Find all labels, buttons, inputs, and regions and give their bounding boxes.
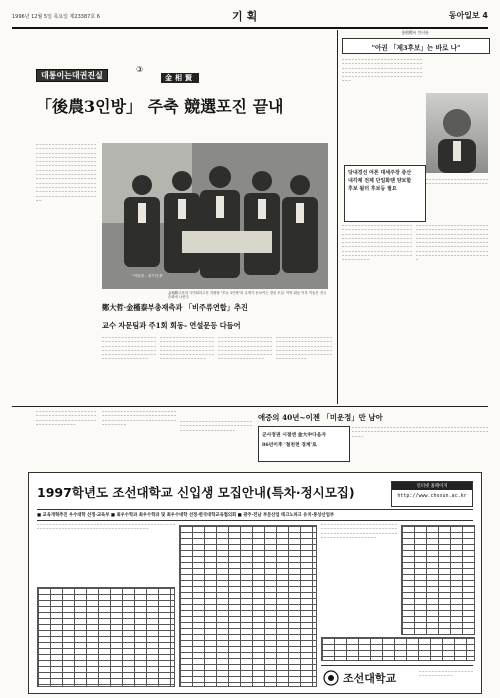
newspaper-name: 동아일보 4: [448, 11, 488, 20]
series-tag: 대통이는대권진실: [36, 63, 108, 82]
section-title: 기획: [232, 10, 262, 23]
lower-headline: 애증의 40년~이젠 「미운정」만 남아: [258, 413, 383, 422]
ad-table-bottom: [321, 637, 475, 661]
ad-url: http://www.chosun.ac.kr: [397, 493, 467, 499]
article-text-col-4: ─ ─ ─ ─ ─ ─ ─ ─ ─ ─ ─ ─ ─ ─ ─ ─ ─ ─ ─ ─ ─ ─ ─ ─ ─ ─ ─ ─ ─ ─ ─ ─ ─ ─ ─ ─ ─ ─ ─ ─ ─ ─ ─ ─ ─ ─ ─ ─ ─ ─ ─ ─ ─ ─ ─ ─ ─ ─ ─ ─ ─ ─ ─ ─ ─ ─ ─ ─ ─ ─ ─ ─ ─ ─ ─ ─ ─ ─ ─ ─ ─ ─ ─ ─ ─ ─ ─ ─ ─ ─ ─ ─ ─ ─ ─ ─ ─ ─ ─ ─: [218, 336, 272, 362]
side-text-2: ─ ─ ─ ─ ─ ─ ─ ─ ─ ─ ─ ─ ─ ─ ─ ─ ─ ─ ─ ─ ─ ─ ─ ─ ─ ─ ─ ─ ─ ─ ─ ─ ─ ─ ─ ─ ─ ─ ─ ─: [426, 178, 488, 187]
group-photo-figures: [102, 143, 328, 289]
article-text-col-3: ─ ─ ─ ─ ─ ─ ─ ─ ─ ─ ─ ─ ─ ─ ─ ─ ─ ─ ─ ─ ─ ─ ─ ─ ─ ─ ─ ─ ─ ─ ─ ─ ─ ─ ─ ─ ─ ─ ─ ─ ─ ─ ─ ─ ─ ─ ─ ─ ─ ─ ─ ─ ─ ─ ─ ─ ─ ─ ─ ─ ─ ─ ─ ─ ─ ─ ─ ─ ─ ─ ─ ─ ─ ─ ─ ─ ─ ─ ─ ─ ─ ─ ─ ─ ─ ─ ─ ─ ─ ─ ─ ─ ─ ─ ─ ─ ─ ─ ─ ─: [160, 336, 214, 362]
side-headline: "아권 「제3후보」는 바로 나": [371, 44, 461, 52]
side-box-line-3: 후보 될터 후보등 필요: [348, 186, 397, 192]
side-text-3: ─ ─ ─ ─ ─ ─ ─ ─ ─ ─ ─ ─ ─ ─ ─ ─ ─ ─ ─ ─ ─ ─ ─ ─ ─ ─ ─ ─ ─ ─ ─ ─ ─ ─ ─ ─ ─ ─ ─ ─ ─ ─ ─ ─ ─ ─ ─ ─ ─ ─ ─ ─ ─ ─ ─ ─ ─ ─ ─ ─ ─ ─ ─ ─ ─ ─ ─ ─ ─ ─ ─ ─ ─ ─ ─ ─ ─ ─ ─ ─ ─ ─ ─ ─ ─ ─ ─ ─ ─ ─ ─ ─ ─ ─ ─ ─ ─ ─ ─ ─ ─ ─ ─ ─ ─ ─ ─ ─ ─ ─ ─ ─ ─ ─ ─ ─ ─ ─ ─ ─ ─ ─ ─ ─ ─ ─ ─ ─ ─ ─ ─ ─ ─ ─ ─ ─ ─ ─ ─ ─ ─ ─ ─ ─ ─ ─ ─ ─ ─ ─ ─ ─ ─ ─ ─ ─ ─ ─ ─ ─ ─ ─ ─ ─ ─ ─ ─ ─ ─ ─ ─ ─ ─ ─ ─ ─ ─ ─ ─ ─ ─ ─ ─ ─ ─: [342, 224, 412, 263]
article-subhead-2: 교수 자문팀과 주1회 회동- 연설문등 다듬어: [102, 321, 241, 330]
university-emblem-icon: [323, 670, 339, 686]
ad-footer: [321, 665, 473, 688]
interviewee-portrait: [426, 93, 488, 173]
side-quote-box: [344, 165, 426, 222]
interviewee-photo: [426, 93, 488, 173]
side-headline-box: [342, 38, 490, 54]
lower-text-col-2: ─ ─ ─ ─ ─ ─ ─ ─ ─ ─ ─ ─ ─ ─ ─ ─ ─ ─ ─ ─ ─ ─ ─ ─ ─ ─ ─ ─ ─ ─ ─ ─ ─ ─ ─ ─ ─ ─ ─ ─ ─ ─ ─ ─ ─ ─ ─ ─ ─ ─ ─ ─ ─ ─ ─ ─ ─ ─ ─ ─ ─ ─ ─ ─ ─ ─ ─ ─ ─ ─ ─ ─ ─ ─ ─ ─ ─ ─ ─ ─: [102, 410, 176, 427]
lower-box-line-2: 86년이후 '철천천 경계'로: [262, 442, 317, 448]
lower-text-col-3: ─ ─ ─ ─ ─ ─ ─ ─ ─ ─ ─ ─ ─ ─ ─ ─ ─ ─ ─ ─ ─ ─ ─ ─ ─ ─ ─ ─ ─ ─ ─ ─ ─ ─ ─ ─ ─ ─ ─ ─ ─ ─ ─ ─ ─ ─ ─ ─ ─ ─ ─ ─ ─ ─ ─ ─ ─ ─ ─ ─ ─ ─ ─ ─: [180, 420, 252, 433]
ad-table-left: [37, 587, 175, 687]
ad-contact-text: ─ ─ ─ ─ ─ ─ ─ ─ ─ ─ ─ ─ ─ ─ ─ ─ ─ ─ ─ ─ ─ ─ ─ ─ ─ ─ ─ ─: [419, 670, 473, 679]
side-label: 金相賢씨 인터뷰: [401, 30, 429, 35]
column-divider: [337, 30, 338, 404]
ad-table-middle: [179, 525, 317, 687]
side-box-line-1: 당내경선 여론 대세주장 증산: [348, 170, 412, 176]
university-logo-text: 조선대학교: [343, 672, 397, 685]
side-text-4: ─ ─ ─ ─ ─ ─ ─ ─ ─ ─ ─ ─ ─ ─ ─ ─ ─ ─ ─ ─ ─ ─ ─ ─ ─ ─ ─ ─ ─ ─ ─ ─ ─ ─ ─ ─ ─ ─ ─ ─ ─ ─ ─ ─ ─ ─ ─ ─ ─ ─ ─ ─ ─ ─ ─ ─ ─ ─ ─ ─ ─ ─ ─ ─ ─ ─ ─ ─ ─ ─ ─ ─ ─ ─ ─ ─ ─ ─ ─ ─ ─ ─ ─ ─ ─ ─ ─ ─ ─ ─ ─ ─ ─ ─ ─ ─ ─ ─ ─ ─ ─ ─ ─ ─ ─ ─ ─ ─ ─ ─ ─ ─ ─ ─ ─ ─ ─ ─ ─ ─ ─ ─ ─ ─ ─ ─ ─ ─ ─ ─ ─ ─ ─ ─ ─ ─ ─ ─ ─ ─ ─ ─ ─ ─ ─ ─ ─ ─ ─ ─ ─ ─ ─ ─ ─ ─ ─ ─ ─ ─ ─ ─ ─ ─ ─ ─ ─ ─ ─ ─ ─ ─ ─ ─ ─ ─ ─ ─ ─ ─ ─ ─ ─ ─ ─: [416, 224, 488, 263]
person-tag: 金相賢: [161, 65, 199, 84]
ad-title: 1997학년도 조선대학교 신입생 모집안내(특차·정시모집): [37, 485, 355, 500]
lower-section-rule: [12, 406, 488, 407]
article-text-col-5: ─ ─ ─ ─ ─ ─ ─ ─ ─ ─ ─ ─ ─ ─ ─ ─ ─ ─ ─ ─ ─ ─ ─ ─ ─ ─ ─ ─ ─ ─ ─ ─ ─ ─ ─ ─ ─ ─ ─ ─ ─ ─ ─ ─ ─ ─ ─ ─ ─ ─ ─ ─ ─ ─ ─ ─ ─ ─ ─ ─ ─ ─ ─ ─ ─ ─ ─ ─ ─ ─ ─ ─ ─ ─ ─ ─ ─ ─ ─ ─ ─ ─ ─ ─ ─ ─ ─ ─ ─ ─ ─ ─ ─ ─ ─ ─ ─ ─ ─ ─: [276, 336, 332, 362]
university-advertisement: [28, 472, 482, 694]
photo-label: "이달말 - 내가인대": [132, 274, 164, 278]
main-headline: 「後農3인방」 주축 競選포진 끝내: [36, 97, 284, 116]
article-subhead: 鄭大哲·金槿泰부총재측과 「비주류연합」추진: [102, 303, 248, 312]
ad-url-label: 인터넷 홈페이지: [392, 482, 472, 490]
lower-box-line-1: 군사정권 시절엔 金大中다음자: [262, 432, 327, 438]
lower-text-col-4: ─ ─ ─ ─ ─ ─ ─ ─ ─ ─ ─ ─ ─ ─ ─ ─ ─ ─ ─ ─ ─ ─ ─ ─ ─ ─ ─ ─ ─ ─ ─ ─ ─ ─ ─ ─ ─ ─ ─ ─ ─ ─ ─ ─ ─ ─ ─ ─ ─ ─ ─ ─ ─ ─ ─ ─ ─ ─ ─ ─ ─ ─ ─ ─ ─ ─ ─ ─ ─ ─ ─ ─ ─ ─ ─ ─ ─ ─ ─ ─ ─ ─ ─ ─ ─ ─ ─ ─ ─ ─: [352, 426, 488, 439]
issue-date: 1996년 12월 5일 목요일 제23387호 6: [12, 14, 100, 20]
side-text-1: ─ ─ ─ ─ ─ ─ ─ ─ ─ ─ ─ ─ ─ ─ ─ ─ ─ ─ ─ ─ ─ ─ ─ ─ ─ ─ ─ ─ ─ ─ ─ ─ ─ ─ ─ ─ ─ ─ ─ ─ ─ ─ ─ ─ ─ ─ ─ ─ ─ ─ ─ ─ ─ ─ ─ ─ ─ ─ ─ ─ ─ ─ ─ ─ ─ ─ ─ ─ ─ ─ ─ ─ ─ ─ ─ ─ ─ ─ ─ ─ ─ ─ ─ ─ ─ ─ ─ ─ ─ ─ ─ ─ ─ ─ ─ ─ ─ ─ ─ ─ ─ ─ ─ ─ ─ ─ ─ ─ ─ ─ ─ ─ ─ ─ ─ ─ ─ ─ ─ ─ ─ ─ ─ ─ ─ ─ ─ ─: [342, 58, 422, 84]
ad-subtitle: ■ 교육개혁추진 우수대학 선정·교육부 ■ 최우수학과 최우수학과 및 최우수대학 선정·한국대학교육협의회 ■ 광주·전남 부문산업 테크노파크 유치·통상산업부: [37, 509, 473, 521]
header-rule: [12, 27, 488, 29]
article-text-col-2: ─ ─ ─ ─ ─ ─ ─ ─ ─ ─ ─ ─ ─ ─ ─ ─ ─ ─ ─ ─ ─ ─ ─ ─ ─ ─ ─ ─ ─ ─ ─ ─ ─ ─ ─ ─ ─ ─ ─ ─ ─ ─ ─ ─ ─ ─ ─ ─ ─ ─ ─ ─ ─ ─ ─ ─ ─ ─ ─ ─ ─ ─ ─ ─ ─ ─ ─ ─ ─ ─ ─ ─ ─ ─ ─ ─ ─ ─ ─ ─ ─ ─ ─ ─ ─ ─ ─ ─ ─ ─ ─ ─ ─ ─ ─ ─ ─ ─ ─ ─: [102, 336, 156, 362]
ad-text-col-3: ─ ─ ─ ─ ─ ─ ─ ─ ─ ─ ─ ─ ─ ─ ─ ─ ─ ─ ─ ─ ─ ─ ─ ─ ─ ─ ─ ─ ─ ─ ─ ─ ─ ─ ─ ─ ─ ─ ─ ─ ─ ─ ─ ─ ─ ─ ─ ─ ─ ─ ─ ─ ─ ─ ─ ─ ─ ─ ─ ─ ─ ─ ─ ─ ─ ─ ─ ─ ─ ─ ─ ─ ─ ─ ─ ─ ─ ─ ─ ─ ─ ─ ─ ─ ─ ─ ─ ─ ─ ─: [321, 523, 397, 540]
side-box-line-2: 내각제 전제 단일화땐 양보할: [348, 178, 412, 184]
photo-caption: 金相賢고문과 국민회의고문 지원팀 "후농 3인방"의 무게가 돋보이는 경선 모임. 이번 회동 이후 이들은 전국 순회에 나선다: [168, 291, 327, 300]
page-header: [12, 8, 488, 26]
ad-table-right: [401, 525, 475, 635]
lower-quote-box: [258, 426, 350, 462]
ad-text-col-1: ─ ─ ─ ─ ─ ─ ─ ─ ─ ─ ─ ─ ─ ─ ─ ─ ─ ─ ─ ─ ─ ─ ─ ─ ─ ─ ─ ─ ─ ─ ─ ─ ─ ─ ─ ─ ─ ─ ─ ─ ─ ─ ─ ─ ─ ─ ─ ─ ─ ─ ─ ─ ─ ─ ─ ─ ─ ─ ─ ─ ─ ─ ─ ─ ─ ─ ─ ─ ─ ─ ─ ─ ─ ─ ─ ─ ─ ─ ─ ─: [37, 523, 175, 532]
group-photo: [102, 143, 328, 289]
article-text-col-1: ─ ─ ─ ─ ─ ─ ─ ─ ─ ─ ─ ─ ─ ─ ─ ─ ─ ─ ─ ─ ─ ─ ─ ─ ─ ─ ─ ─ ─ ─ ─ ─ ─ ─ ─ ─ ─ ─ ─ ─ ─ ─ ─ ─ ─ ─ ─ ─ ─ ─ ─ ─ ─ ─ ─ ─ ─ ─ ─ ─ ─ ─ ─ ─ ─ ─ ─ ─ ─ ─ ─ ─ ─ ─ ─ ─ ─ ─ ─ ─ ─ ─ ─ ─ ─ ─ ─ ─ ─ ─ ─ ─ ─ ─ ─ ─ ─ ─ ─ ─ ─ ─ ─ ─ ─ ─ ─ ─ ─ ─ ─ ─ ─ ─ ─ ─ ─ ─ ─ ─ ─ ─ ─ ─ ─ ─ ─ ─ ─ ─ ─ ─ ─ ─ ─ ─ ─ ─ ─ ─ ─ ─ ─ ─ ─ ─ ─ ─ ─ ─ ─ ─ ─ ─ ─ ─ ─ ─ ─ ─ ─ ─ ─ ─ ─ ─ ─ ─ ─ ─ ─ ─ ─ ─ ─ ─ ─ ─ ─ ─ ─ ─ ─ ─ ─ ─ ─ ─ ─ ─ ─ ─ ─ ─ ─ ─ ─ ─ ─ ─ ─ ─ ─ ─ ─ ─ ─ ─ ─ ─ ─ ─ ─ ─ ─ ─ ─ ─ ─ ─ ─ ─ ─ ─ ─ ─ ─ ─ ─ ─ ─ ─ ─ ─ ─ ─ ─ ─ ─ ─ ─ ─ ─ ─ ─ ─ ─ ─ ─: [36, 143, 96, 203]
ad-url-box: [391, 481, 473, 507]
series-number: ③: [136, 65, 144, 74]
lower-text-col-1: ─ ─ ─ ─ ─ ─ ─ ─ ─ ─ ─ ─ ─ ─ ─ ─ ─ ─ ─ ─ ─ ─ ─ ─ ─ ─ ─ ─ ─ ─ ─ ─ ─ ─ ─ ─ ─ ─ ─ ─ ─ ─ ─ ─ ─ ─ ─ ─ ─ ─ ─ ─ ─ ─ ─ ─ ─ ─ ─ ─ ─ ─ ─ ─ ─ ─ ─ ─ ─ ─: [36, 410, 96, 427]
